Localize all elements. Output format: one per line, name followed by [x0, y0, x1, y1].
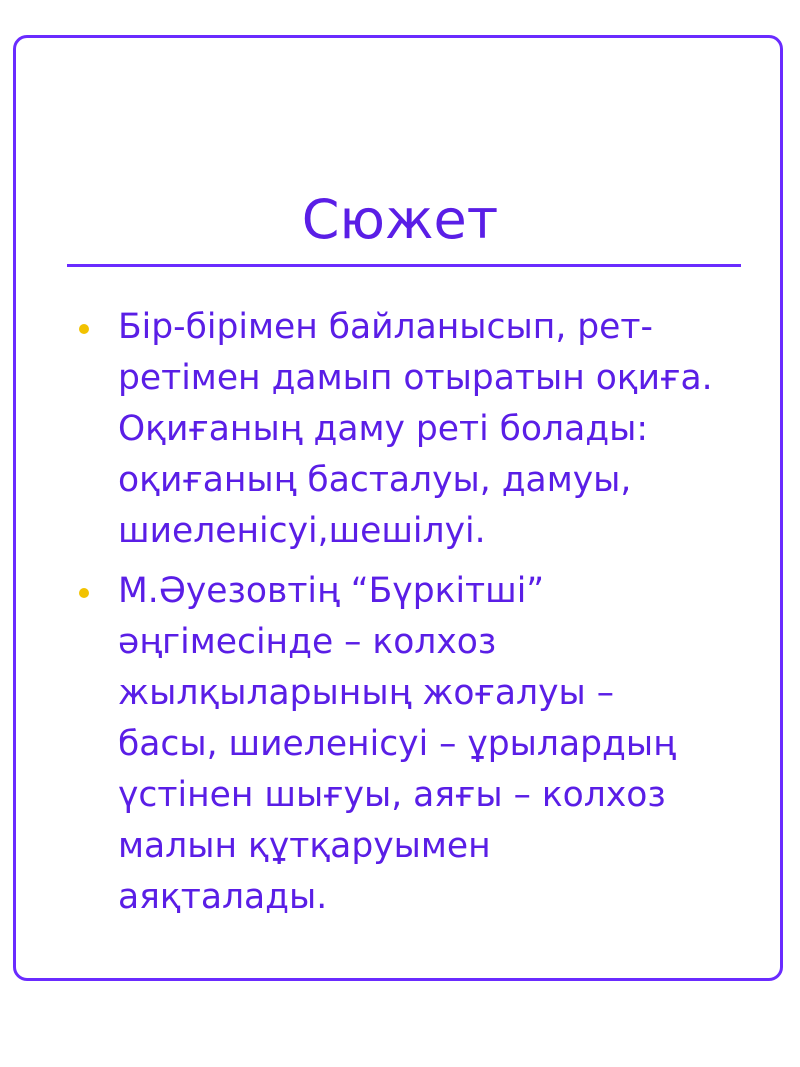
bullet-text: М.Әуезовтің “Бүркітші” әңгімесінде – колхоз жылқыларының жоғалуы – басы, шиеленісуі – ұрылардың үстінен шығуы, аяғы – колхоз малын құтқаруымен аяқталады. [118, 571, 676, 917]
bullet-dot-icon [79, 324, 89, 334]
bullet-item [0, 302, 800, 557]
title-divider [67, 264, 741, 267]
bullet-text: Бір-бірімен байланысып, рет- ретімен дамып отыратын оқиға. Оқиғаның даму реті болады: оқиғаның басталуы, дамуы, шиеленісуі,шешілуі. [118, 307, 713, 551]
slide-title: Сюжет [301, 188, 499, 251]
bullet-item [0, 566, 800, 923]
bullet-dot-icon [79, 588, 89, 598]
bullet-list [0, 302, 800, 932]
